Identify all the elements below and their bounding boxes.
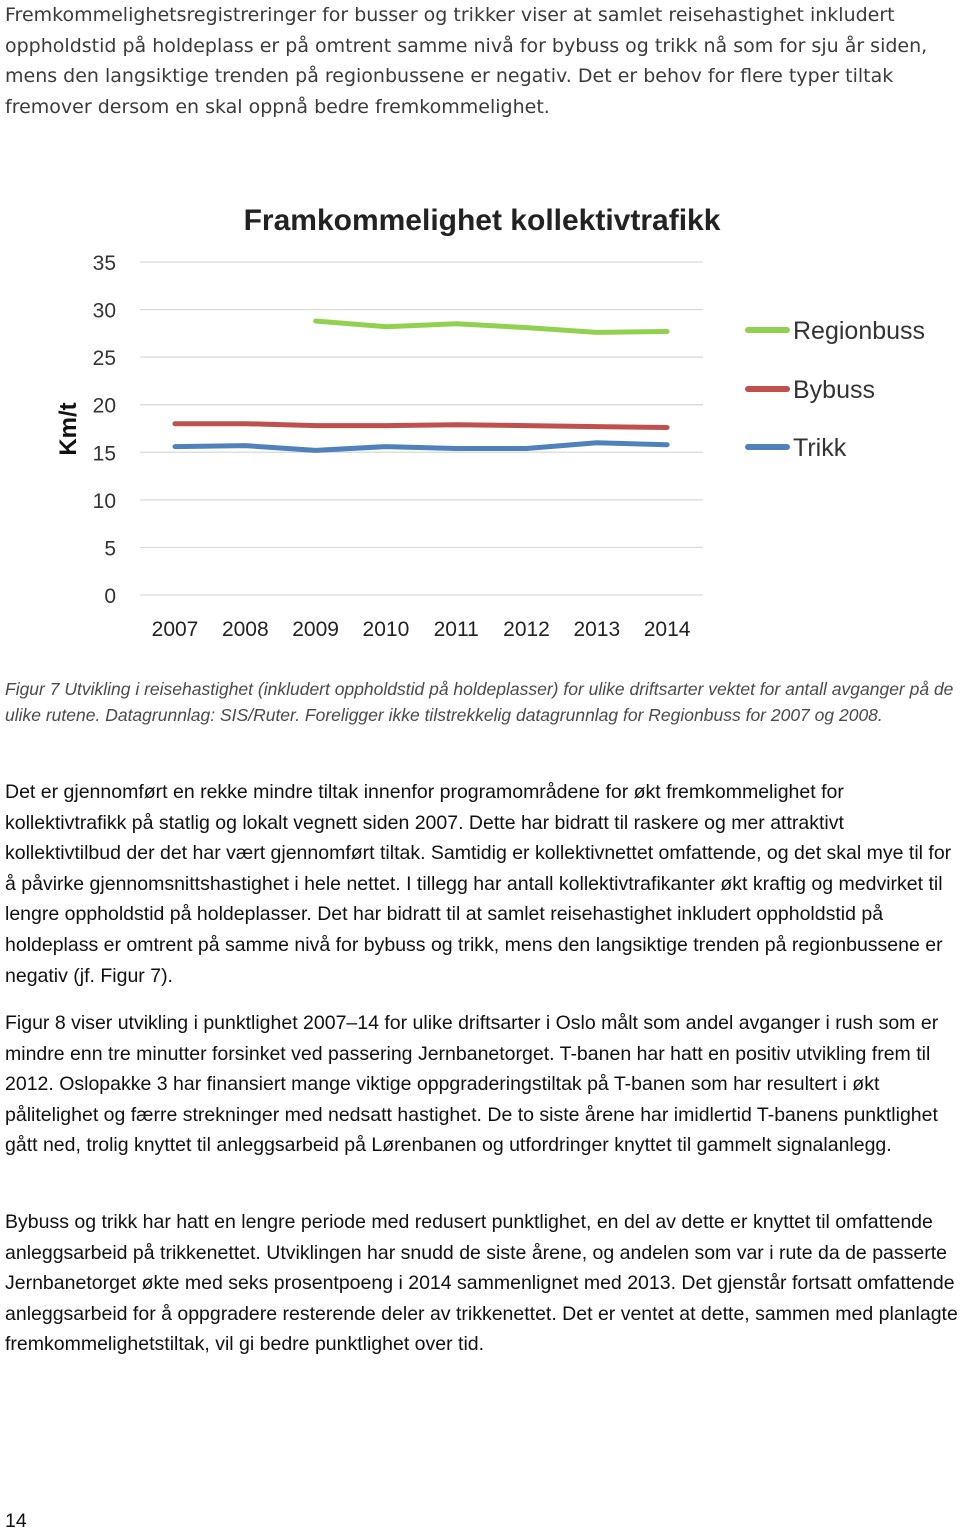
y-tick-label: 5 [104,537,116,561]
series-line-bybuss [175,424,667,428]
series-line-regionbuss [316,321,667,332]
y-tick-label: 35 [92,252,116,275]
chart-title: Framkommelighet kollektivtrafikk [243,204,721,237]
y-tick-label: 20 [92,394,116,418]
x-tick-label: 2009 [292,618,339,641]
body-paragraph-3: Bybuss og trikk har hatt en lengre periode med redusert punktlighet, en del av dette er knyttet til omfattende anleggsarbeid på trikkenettet. Utviklingen har snudd de siste årene, og andelen som var i rute da de passerte Jernbanetorget økte med seks prosentpoeng i 2014 sammenlignet med 2013. Det gjenstår fortsatt omfattende anleggsarbeid for å oppgradere resterende deler av trikkenettet. Det er ventet at dette, sammen med planlagte fremkommelighetstiltak, vil gi bedre punktlighet over tid. [5,1211,958,1356]
chart-series-lines [175,321,667,451]
chart-y-axis-label: Km/t [55,402,82,456]
x-tick-label: 2012 [503,618,550,641]
y-tick-label: 25 [92,347,116,371]
figure-caption: Figur 7 Utvikling i reisehastighet (inkludert oppholdstid på holdeplasser) for ulike driftsarter vektet for antall avganger på de ulike rutene. Datagrunnlag: SIS/Ruter. Foreligger ikke tilstrekkelig datagrunnlag for Regionbuss for 2007 og 2008. [5,679,954,725]
y-tick-label: 15 [92,442,116,466]
chart-legend [748,317,925,462]
x-tick-label: 2008 [221,618,269,641]
chart-y-tick-labels [93,252,116,608]
series-line-trikk [175,443,667,451]
x-tick-label: 2007 [151,618,199,641]
body-paragraph-1: Det er gjennomført en rekke mindre tiltak innenfor programområdene for økt fremkommelighet for kollektivtrafikk på statlig og lokalt vegnett siden 2007. Dette har bidratt til raskere og mer attraktivt kollektivtilbud der det har vært gjennomført tiltak. Samtidig er kollektivnettet omfattende, og det skal mye til for å påvirke gjennomsnittshastighet i hele nettet. I tillegg har antall kollektivtrafikanter økt kraftig og medvirket til lengre oppholdstid på holdeplasser. Det har bidratt til at samlet reisehastighet inkludert oppholdstid på holdeplass er omtrent på samme nivå for bybuss og trikk, mens den langsiktige trenden på regionbussene er negativ (jf. Figur 7). [5,781,952,987]
x-tick-label: 2014 [643,618,691,641]
x-tick-label: 2011 [433,618,479,641]
x-tick-label: 2010 [362,618,410,641]
speed-line-chart [0,180,960,660]
body-paragraph-2: Figur 8 viser utvikling i punktlighet 2007–14 for ulike driftsarter i Oslo målt som andel avganger i rush som er mindre enn tre minutter forsinket ved passering Jernbanetorget. T-banen har hatt en positiv utvikling frem til 2012. Oslopakke 3 har finansiert mange viktige oppgraderingstiltak på T-banen som har resultert i økt pålitelighet og færre strekninger med nedsatt hastighet. De to siste årene har imidlertid T-banens punktlighet gått ned, trolig knyttet til anleggsarbeid på Lørenbanen og utfordringer knyttet til gammelt signalanlegg. [5,1012,939,1157]
page-number: 14 [5,1510,27,1532]
legend-label-regionbuss: Regionbuss [793,317,926,345]
y-tick-label: 0 [104,585,116,608]
legend-label-trikk: Trikk [793,434,847,462]
x-tick-label: 2013 [573,618,621,641]
y-tick-label: 10 [92,489,116,513]
y-tick-label: 30 [92,299,116,323]
intro-paragraph: Fremkommelighetsregistreringer for busser og trikker viser at samlet reisehastighet inkludert oppholdstid på holdeplass er på omtrent samme nivå for bybuss og trikk nå som for sju år siden, mens den langsiktige trenden på regionbussene er negativ. Det er behov for flere typer tiltak fremover dersom en skal oppnå bedre fremkommelighet. [5,4,928,118]
legend-label-bybuss: Bybuss [793,376,875,404]
chart-x-tick-labels [152,618,691,641]
